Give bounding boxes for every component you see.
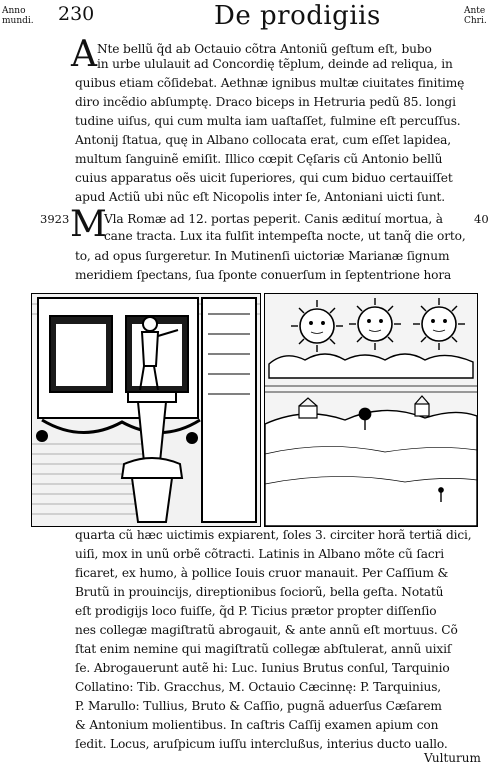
text-line: in urbe ululauit ad Concordię tẽplum, deinde ad reliqua, in xyxy=(97,57,453,71)
three-suns-engraving-art xyxy=(265,294,477,526)
text-line: ſtat enim nemine qui magiſtratũ collegæ abſtulerat, annũ uixiſ xyxy=(75,642,452,656)
text-line: ficaret, ex humo, à pollice Iouis cruor manauit. Per Caſſium & xyxy=(75,566,449,580)
drop-cap-m: M xyxy=(70,204,107,245)
text-line: Brutũ in prouincijs, direptionibus ſociorũ, bella geſta. Notatũ xyxy=(75,585,444,599)
statue-engraving-art xyxy=(32,294,260,526)
woodcut-three-suns-illustration xyxy=(264,293,478,527)
margin-year-left: 3923 xyxy=(40,212,70,226)
text-line: quarta cũ hæc uictimis expiarent, ſoles 3. circiter horã tertiã dici, xyxy=(75,528,472,542)
text-line: Antonij ſtatua, quę in Albano collocata erat, cum eſſet lapidea, xyxy=(75,133,452,147)
text-line: cuius apparatus oẽs uicit ſuperiores, qui cum biduo certauiſſet xyxy=(75,171,453,185)
page-title: De prodigiis xyxy=(214,1,381,31)
text-line: tudine uiſus, qui cum multa iam uaſtaſſet, fulmine eſt percuſſus. xyxy=(75,114,461,128)
text-line: quibus etiam cõſidebat. Aethnæ ignibus multæ ciuitates finitimę xyxy=(75,76,465,90)
margin-ante-christum: Ante Chri. xyxy=(464,6,487,26)
text-line: diro incẽdio abſumptę. Draco biceps in Hetruria pedũ 85. longi xyxy=(75,95,456,109)
text-line: nes collegæ magiſtratũ abrogauit, & ante annũ eſt mortuus. Cõ xyxy=(75,623,458,637)
text-line: apud Actiũ ubi nũc eſt Nicopolis inter ſe, Antoniani uicti ſunt. xyxy=(75,190,446,204)
margin-anno-mundi: Anno mundi. xyxy=(2,6,34,26)
text-line: multum ſanguinẽ emiſit. Illico cœpit Cęſaris cũ Antonio bellũ xyxy=(75,152,443,166)
woodcut-statue-illustration xyxy=(31,293,261,527)
text-line: ſe. Abrogauerunt autẽ hi: Luc. Iunius Brutus conſul, Tarquinio xyxy=(75,661,450,675)
text-line: ſedit. Locus, aruſpicum iuſſu interclußus, interius ducto uallo. xyxy=(75,737,448,751)
margin-year-right: 40 xyxy=(474,212,489,226)
text-line: P. Marullo: Tullius, Bruto & Caſſio, pugnã aduerſus Cæſarem xyxy=(75,699,442,713)
text-line: uiſi, mox in unũ orbẽ cõtracti. Latinis in Albano mõte cũ ſacri xyxy=(75,547,444,561)
text-line: meridiem ſpectans, ſua ſponte conuerſum in ſeptentrione hora xyxy=(75,268,452,282)
text-line: to, ad opus ſurgeretur. In Mutinenſi uictoriæ Marianæ ſignum xyxy=(75,249,450,263)
text-line: Vla Romæ ad 12. portas peperit. Canis ædituí mortua, à xyxy=(104,212,443,226)
text-line: eſt prodigijs loco fuiſſe, q̃d P. Ticius prætor propter diſſenſio xyxy=(75,604,437,618)
text-line: Collatino: Tib. Gracchus, M. Octauio Cæcinnę: P. Tarquinius, xyxy=(75,680,442,694)
text-line: & Antonium molientibus. In caſtris Caſſij examen apium con xyxy=(75,718,439,732)
catchword: Vulturum xyxy=(424,751,481,765)
page-number: 230 xyxy=(58,3,95,25)
text-line: cane tracta. Lux ita fulſit intempeſta nocte, ut tanq̃ die orto, xyxy=(104,229,466,243)
drop-cap-a: A xyxy=(71,34,97,75)
text-line: Nte bellũ q̃d ab Octauio cõtra Antoniũ geſtum eſt, bubo xyxy=(97,42,432,56)
